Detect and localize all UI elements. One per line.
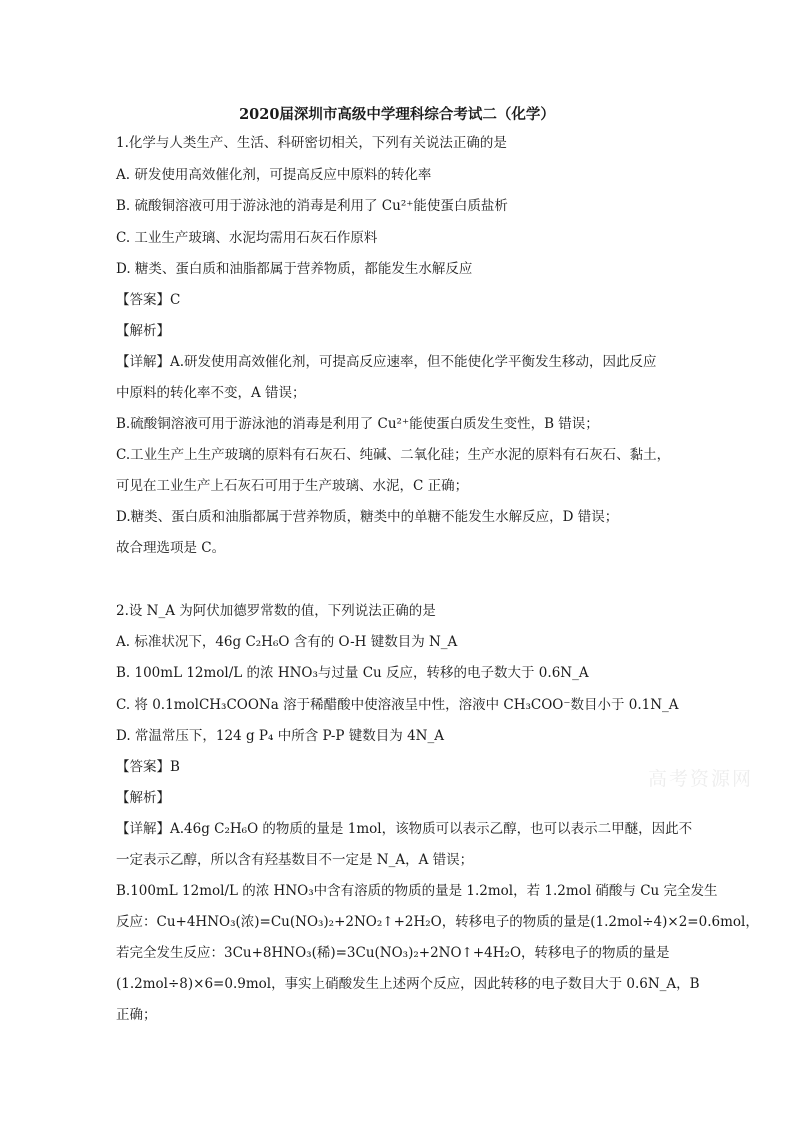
q2-detail-line-3: B.100mL 12mol/L 的浓 HNO₃中含有溶质的物质的量是 1.2mol，若 1.2mol 硝酸与 Cu 完全发生 xyxy=(116,883,718,899)
q1-detail-line-6: D.糖类、蛋白质和油脂都属于营养物质，糖类中的单糖不能发生水解反应，D 错误； xyxy=(116,509,619,525)
q2-option-d: D. 常温常压下，124 g P₄ 中所含 P-P 键数目为 4N_A xyxy=(116,728,444,744)
q1-conclusion: 故合理选项是 C。 xyxy=(116,540,226,556)
q2-option-b: B. 100mL 12mol/L 的浓 HNO₃与过量 Cu 反应，转移的电子数大于 0.6N_A xyxy=(116,665,589,681)
q1-detail-line-3: B.硫酸铜溶液可用于游泳池的消毒是利用了 Cu²⁺能使蛋白质发生变性，B 错误； xyxy=(116,416,599,432)
q1-stem: 1.化学与人类生产、生活、科研密切相关，下列有关说法正确的是 xyxy=(116,135,507,151)
q1-option-a: A. 研发使用高效催化剂，可提高反应中原料的转化率 xyxy=(116,167,432,183)
q2-answer: 【答案】B xyxy=(116,759,180,775)
document-title: 2020届深圳市高级中学理科综合考试二（化学） xyxy=(239,106,555,123)
q1-analysis-label: 【解析】 xyxy=(116,323,170,339)
q2-detail-line-6: (1.2mol÷8)×6=0.9mol，事实上硝酸发生上述两个反应，因此转移的电子数目大于 0.6N_A，B xyxy=(116,976,700,992)
q2-detail-line-2: 一定表示乙醇，所以含有羟基数目不一定是 N_A，A 错误； xyxy=(116,852,474,868)
q2-detail-line-5: 若完全发生反应：3Cu+8HNO₃(稀)=3Cu(NO₃)₂+2NO↑+4H₂O，转移电子的物质的量是 xyxy=(116,945,670,961)
q2-detail-line-1: 【详解】A.46g C₂H₆O 的物质的量是 1mol，该物质可以表示乙醇，也可以表示二甲醚，因此不 xyxy=(116,821,693,837)
q2-analysis-label: 【解析】 xyxy=(116,790,170,806)
q1-detail-line-4: C.工业生产上生产玻璃的原料有石灰石、纯碱、二氧化硅；生产水泥的原料有石灰石、黏土， xyxy=(116,447,671,463)
q1-option-c: C. 工业生产玻璃、水泥均需用石灰石作原料 xyxy=(116,230,378,246)
q1-detail-line-5: 可见在工业生产上石灰石可用于生产玻璃、水泥，C 正确； xyxy=(116,478,469,494)
q2-detail-line-7: 正确； xyxy=(116,1007,157,1023)
q1-option-d: D. 糖类、蛋白质和油脂都属于营养物质，都能发生水解反应 xyxy=(116,261,473,277)
q1-answer: 【答案】C xyxy=(116,292,181,308)
q2-stem: 2.设 N_A 为阿伏加德罗常数的值，下列说法正确的是 xyxy=(116,603,436,619)
q1-detail-line-1: 【详解】A.研发使用高效催化剂，可提高反应速率，但不能使化学平衡发生移动，因此反应 xyxy=(116,354,657,370)
q2-option-c: C. 将 0.1molCH₃COONa 溶于稀醋酸中使溶液呈中性，溶液中 CH₃COO⁻数目小于 0.1N_A xyxy=(116,697,679,713)
watermark: 高考资源网 xyxy=(648,768,754,790)
q2-detail-line-4: 反应：Cu+4HNO₃(浓)=Cu(NO₃)₂+2NO₂↑+2H₂O，转移电子的物质的量是(1.2mol÷4)×2=0.6mol， xyxy=(116,914,759,930)
q1-option-b: B. 硫酸铜溶液可用于游泳池的消毒是利用了 Cu²⁺能使蛋白质盐析 xyxy=(116,198,508,214)
q2-option-a: A. 标准状况下，46g C₂H₆O 含有的 O-H 键数目为 N_A xyxy=(116,634,458,650)
q1-detail-line-2: 中原料的转化率不变，A 错误； xyxy=(116,385,306,401)
